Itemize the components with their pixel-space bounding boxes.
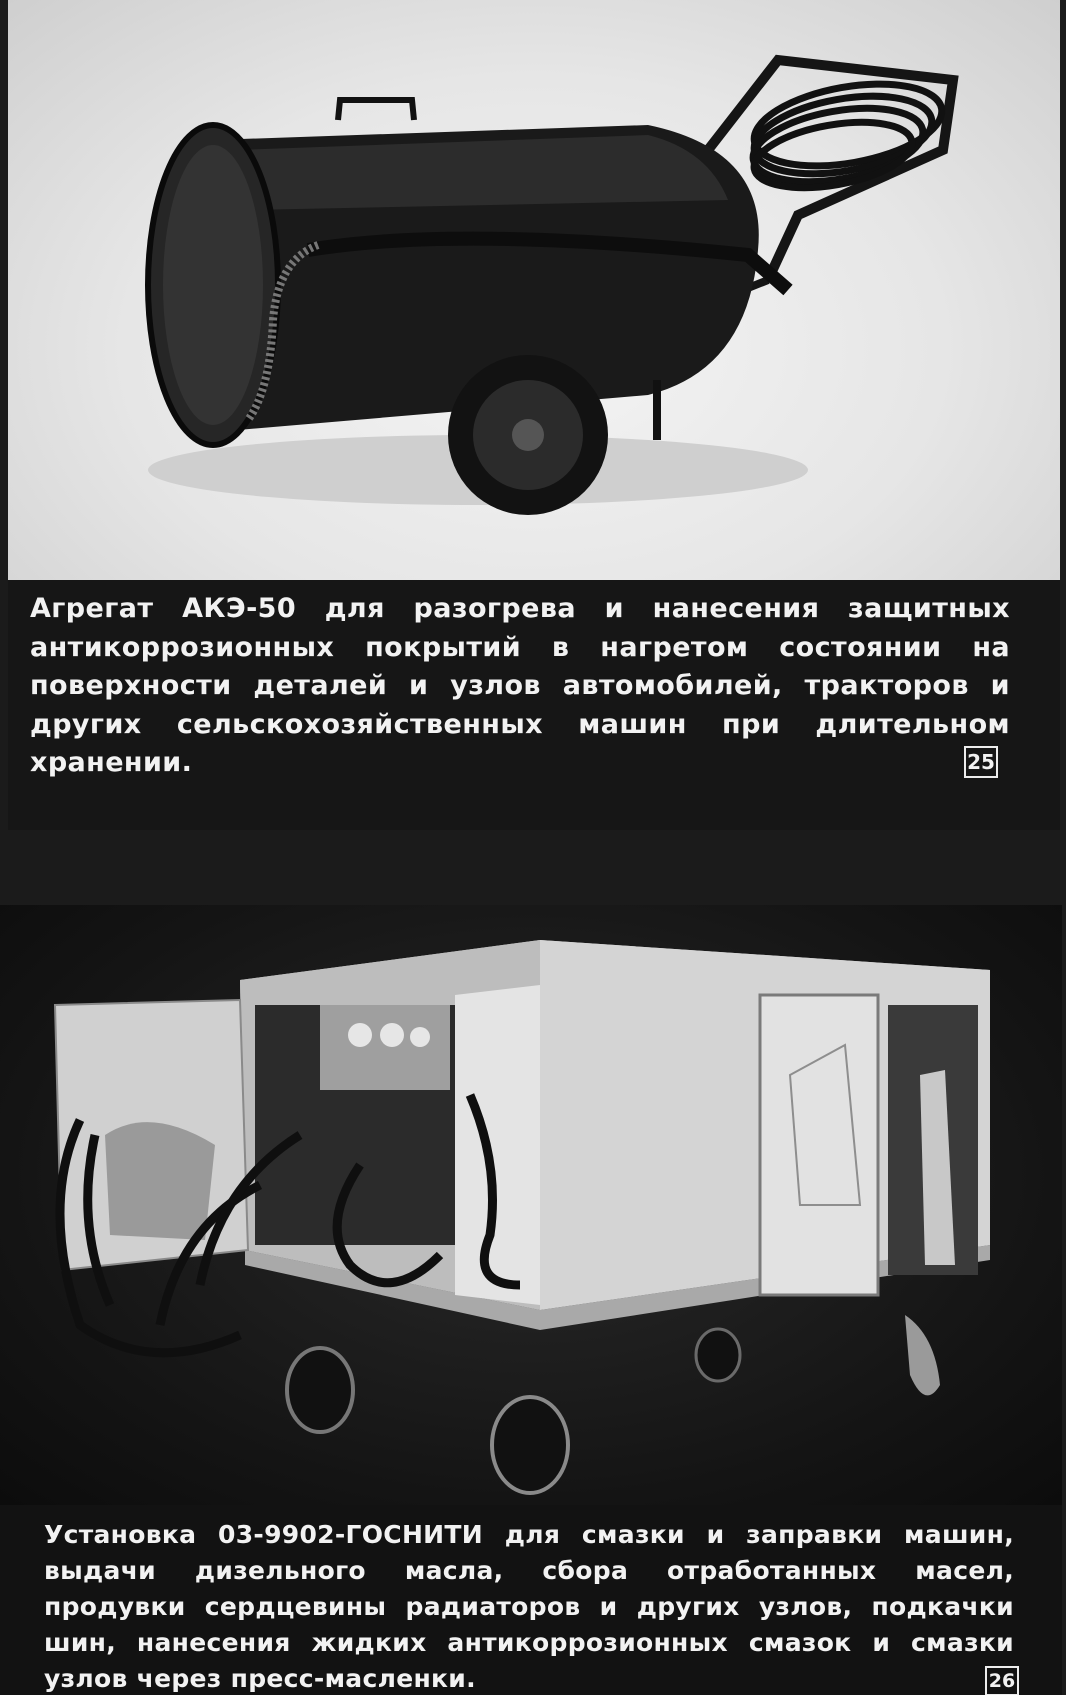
goskniti-unit-photo: [0, 905, 1062, 1505]
slide-number: 26: [985, 1666, 1019, 1695]
slide-26: [0, 905, 1062, 1695]
akz-50-unit-photo: [8, 0, 1060, 580]
slide-caption: Агрегат АКЭ-50 для разогрева и нанесения защитных антикоррозионных покрытий в нагретом состоянии на поверхности деталей и узлов автомобилей, тракторов и других сельскохозяйственных машин при длительном хранении.: [30, 593, 1010, 778]
slide-number: 25: [964, 746, 998, 778]
slide-caption: Установка 03-9902-ГОСНИТИ для смазки и заправки машин, выдачи дизельного масла, сбора отработанных масел, продувки сердцевины радиаторов и других узлов, подкачки шин, нанесения жидких антикоррозионных смазок и смазки узлов через пресс-масленки.: [44, 1520, 1014, 1693]
slide-25: [8, 0, 1060, 830]
